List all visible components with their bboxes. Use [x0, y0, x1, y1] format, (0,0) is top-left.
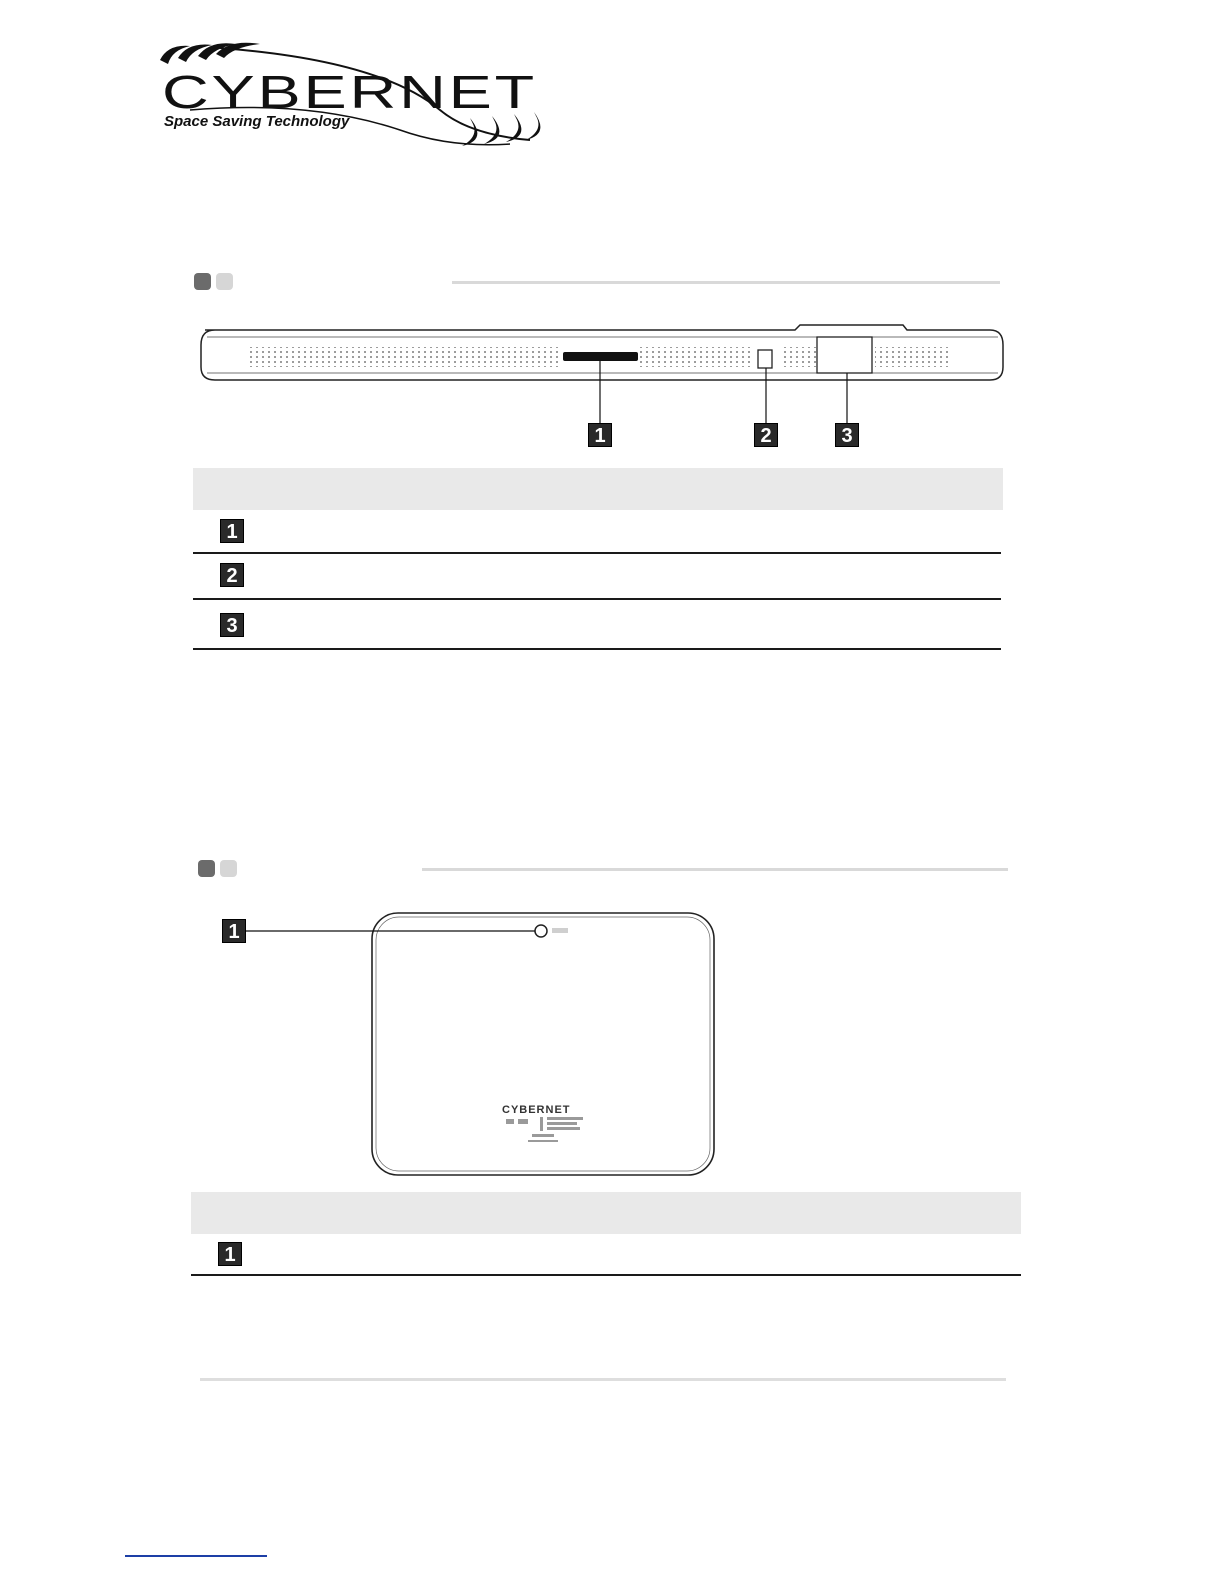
callout-badge: 1	[588, 423, 612, 447]
table-row	[191, 1234, 1021, 1276]
section-marker-dark	[198, 860, 215, 877]
section-marker-dark	[194, 273, 211, 290]
card-slot	[563, 352, 638, 361]
back-label-brand: CYBERNET	[502, 1104, 571, 1116]
section-marker-light	[216, 273, 233, 290]
speaker-grille-left	[250, 347, 560, 367]
speaker-grille-right-b	[875, 347, 950, 367]
table-header	[191, 1192, 1021, 1234]
table-row	[193, 600, 1001, 650]
section-marker-light	[220, 860, 237, 877]
section-rule	[422, 868, 1008, 871]
row-number-badge: 3	[220, 613, 244, 637]
logo-tagline-text: Space Saving Technology	[164, 113, 350, 130]
section-header-back-view	[198, 860, 1008, 880]
callout-badge: 1	[222, 919, 246, 943]
rear-camera	[535, 925, 547, 937]
logo-brand-text: CYBERNET	[162, 66, 537, 118]
section-header-top-view	[194, 273, 1000, 293]
small-button	[758, 350, 772, 368]
speaker-grille-middle	[640, 347, 750, 367]
footer-rule	[200, 1378, 1006, 1381]
row-number-badge: 1	[218, 1242, 242, 1266]
large-port	[817, 337, 872, 373]
table-header	[193, 468, 1003, 510]
footnote-link-underline[interactable]	[125, 1555, 267, 1557]
speaker-grille-right-a	[780, 347, 820, 367]
callout-badge: 2	[754, 423, 778, 447]
section-rule	[452, 281, 1000, 284]
row-number-badge: 1	[220, 519, 244, 543]
table-row	[193, 554, 1001, 600]
row-number-badge: 2	[220, 563, 244, 587]
table-row	[193, 510, 1001, 554]
cybernet-logo	[150, 40, 550, 150]
tablet-top-view-illustration	[195, 325, 1010, 445]
tablet-back-view-illustration	[210, 905, 730, 1185]
callout-badge: 3	[835, 423, 859, 447]
